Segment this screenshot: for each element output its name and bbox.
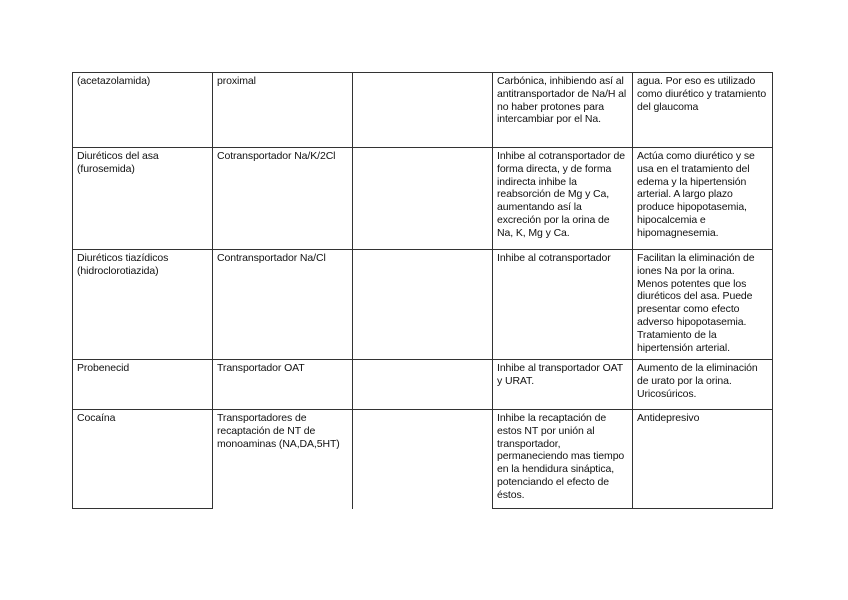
- empty-cell: [353, 73, 493, 148]
- effect-cell: Actúa como diurético y se usa en el tratamiento del edema y la hipertensión arterial. A largo plazo produce hipopotasemia, hipocalcemia e hipomagnesemia.: [633, 148, 773, 250]
- mechanism-cell: Inhibe la recaptación de estos NT por unión al transportador, permaneciendo mas tiempo en la hendidura sináptica, potenciando el efecto de éstos.: [493, 410, 633, 509]
- target-cell: Contransportador Na/Cl: [213, 250, 353, 360]
- mechanism-cell: Inhibe al transportador OAT y URAT.: [493, 360, 633, 410]
- mechanism-cell: Inhibe al cotransportador de forma directa, y de forma indirecta inhibe la reabsorción de Mg y Ca, aumentando así la excreción por la orina de Na, K, Mg y Ca.: [493, 148, 633, 250]
- empty-cell: [353, 250, 493, 360]
- mechanism-cell: Inhibe al cotransportador: [493, 250, 633, 360]
- table-row: [73, 410, 773, 509]
- effect-cell: Facilitan la eliminación de iones Na por la orina. Menos potentes que los diuréticos del asa. Puede presentar como efecto adverso hipopotasemia. Tratamiento de la hipertensión arterial.: [633, 250, 773, 360]
- drug-cell: Diuréticos del asa (furosemida): [73, 148, 213, 250]
- empty-cell: [353, 360, 493, 410]
- drug-table: [72, 72, 773, 509]
- drug-cell: (acetazolamida): [73, 73, 213, 148]
- table-row: [73, 148, 773, 250]
- effect-cell: Antidepresivo: [633, 410, 773, 509]
- effect-cell: Aumento de la eliminación de urato por la orina. Uricosúricos.: [633, 360, 773, 410]
- table-row: [73, 250, 773, 360]
- drug-cell: Cocaína: [73, 410, 213, 509]
- effect-cell: agua. Por eso es utilizado como diurético y tratamiento del glaucoma: [633, 73, 773, 148]
- table-row: [73, 73, 773, 148]
- empty-cell: [353, 148, 493, 250]
- mechanism-cell: Carbónica, inhibiendo así al antitransportador de Na/H al no haber protones para intercambiar por el Na.: [493, 73, 633, 148]
- table-row: [73, 360, 773, 410]
- empty-cell: [353, 410, 493, 509]
- target-cell: Cotransportador Na/K/2Cl: [213, 148, 353, 250]
- target-cell: Transportador OAT: [213, 360, 353, 410]
- target-cell: Transportadores de recaptación de NT de monoaminas (NA,DA,5HT): [213, 410, 353, 509]
- target-cell: proximal: [213, 73, 353, 148]
- drug-cell: Diuréticos tiazídicos (hidroclorotiazida): [73, 250, 213, 360]
- drug-cell: Probenecid: [73, 360, 213, 410]
